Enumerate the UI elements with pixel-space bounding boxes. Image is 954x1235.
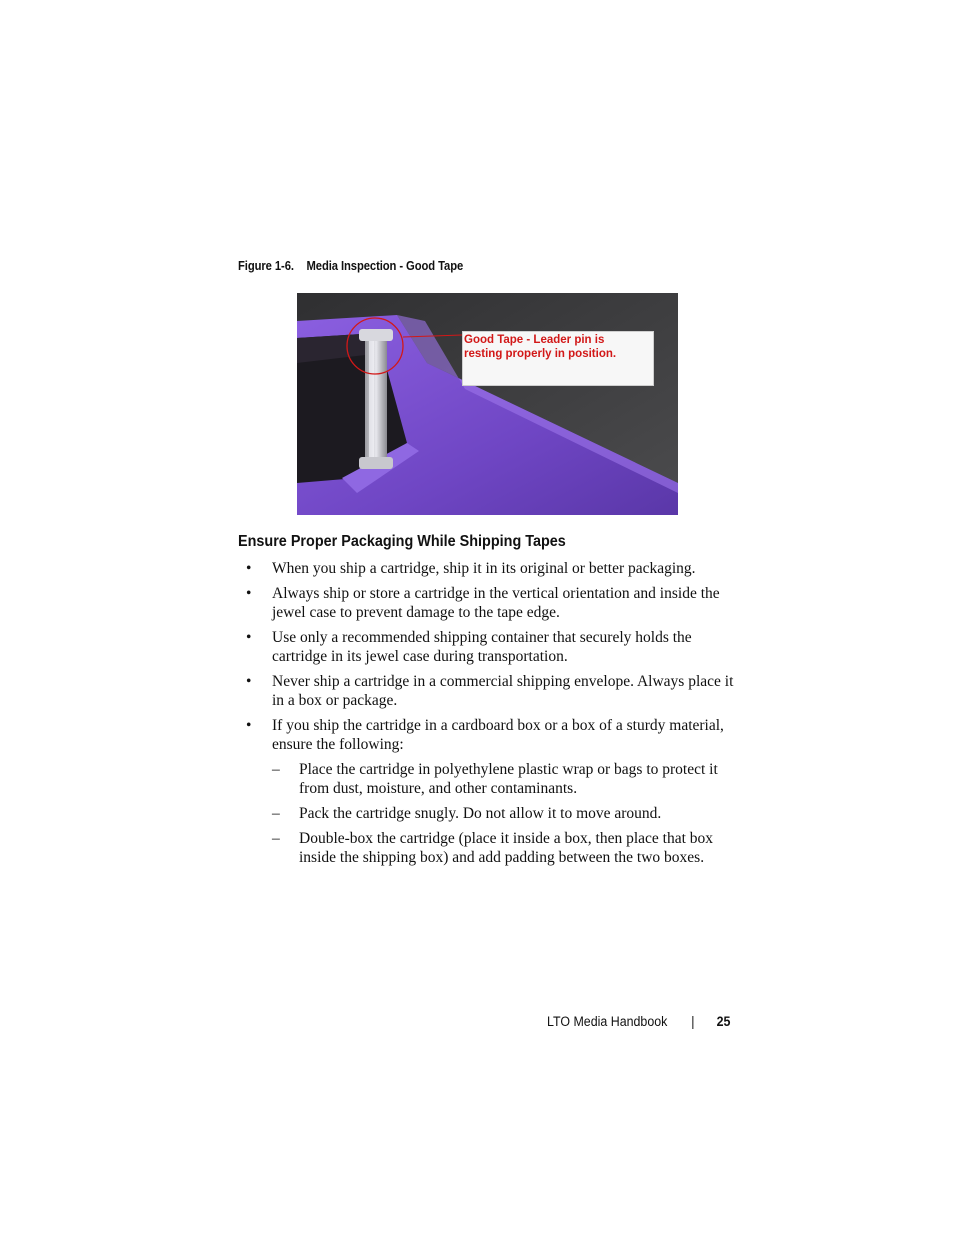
bullet-marker: •	[246, 717, 252, 734]
bullet-marker: •	[246, 629, 252, 646]
list-item	[246, 628, 736, 666]
figure-number: Figure 1-6.	[238, 259, 294, 273]
list-item	[246, 716, 736, 867]
bullet-marker: •	[246, 560, 252, 577]
bullet-marker: •	[246, 673, 252, 690]
sub-list-item-text: Place the cartridge in polyethylene plastic wrap or bags to protect it from dust, moisture, and other contaminants.	[299, 761, 718, 797]
sub-list-item	[272, 760, 736, 798]
list-item	[246, 559, 736, 578]
list-item	[246, 672, 736, 710]
packaging-list	[246, 559, 736, 873]
callout-text-line2: resting properly in position.	[464, 348, 617, 360]
sub-list-item-text: Pack the cartridge snugly. Do not allow it to move around.	[299, 805, 662, 822]
footer-book-title: LTO Media Handbook	[547, 1014, 668, 1029]
sub-list-item-text: Double-box the cartridge (place it inside a box, then place that box inside the shipping box) and add padding between the two boxes.	[299, 830, 714, 866]
dash-marker: –	[272, 805, 280, 822]
dash-marker: –	[272, 761, 280, 778]
list-item-text: Always ship or store a cartridge in the vertical orientation and inside the jewel case to prevent damage to the tape edge.	[272, 585, 720, 621]
callout-text-line1: Good Tape - Leader pin is	[464, 334, 605, 346]
dash-marker: –	[272, 830, 280, 847]
figure-title: Media Inspection - Good Tape	[306, 259, 464, 273]
cartridge-illustration	[297, 293, 678, 515]
page-footer	[547, 1014, 730, 1029]
footer-page-number: 25	[716, 1014, 731, 1029]
list-item-text: Never ship a cartridge in a commercial shipping envelope. Always place it in a box or package.	[272, 673, 734, 709]
sub-list	[272, 760, 736, 867]
sub-list-item	[272, 804, 736, 823]
figure-caption	[238, 259, 463, 273]
list-item	[246, 584, 736, 622]
bullet-marker: •	[246, 585, 252, 602]
list-item-text: When you ship a cartridge, ship it in its original or better packaging.	[272, 560, 696, 577]
leader-pin	[365, 335, 387, 467]
cartridge-photo	[297, 293, 678, 515]
list-item-text: If you ship the cartridge in a cardboard box or a box of a sturdy material, ensure the following:	[272, 717, 724, 753]
footer-separator: |	[691, 1014, 695, 1029]
list-item-text: Use only a recommended shipping container that securely holds the cartridge in its jewel case during transportation.	[272, 629, 692, 665]
sub-list-item	[272, 829, 736, 867]
callout-box	[462, 331, 654, 386]
section-heading: Ensure Proper Packaging While Shipping Tapes	[238, 533, 566, 550]
